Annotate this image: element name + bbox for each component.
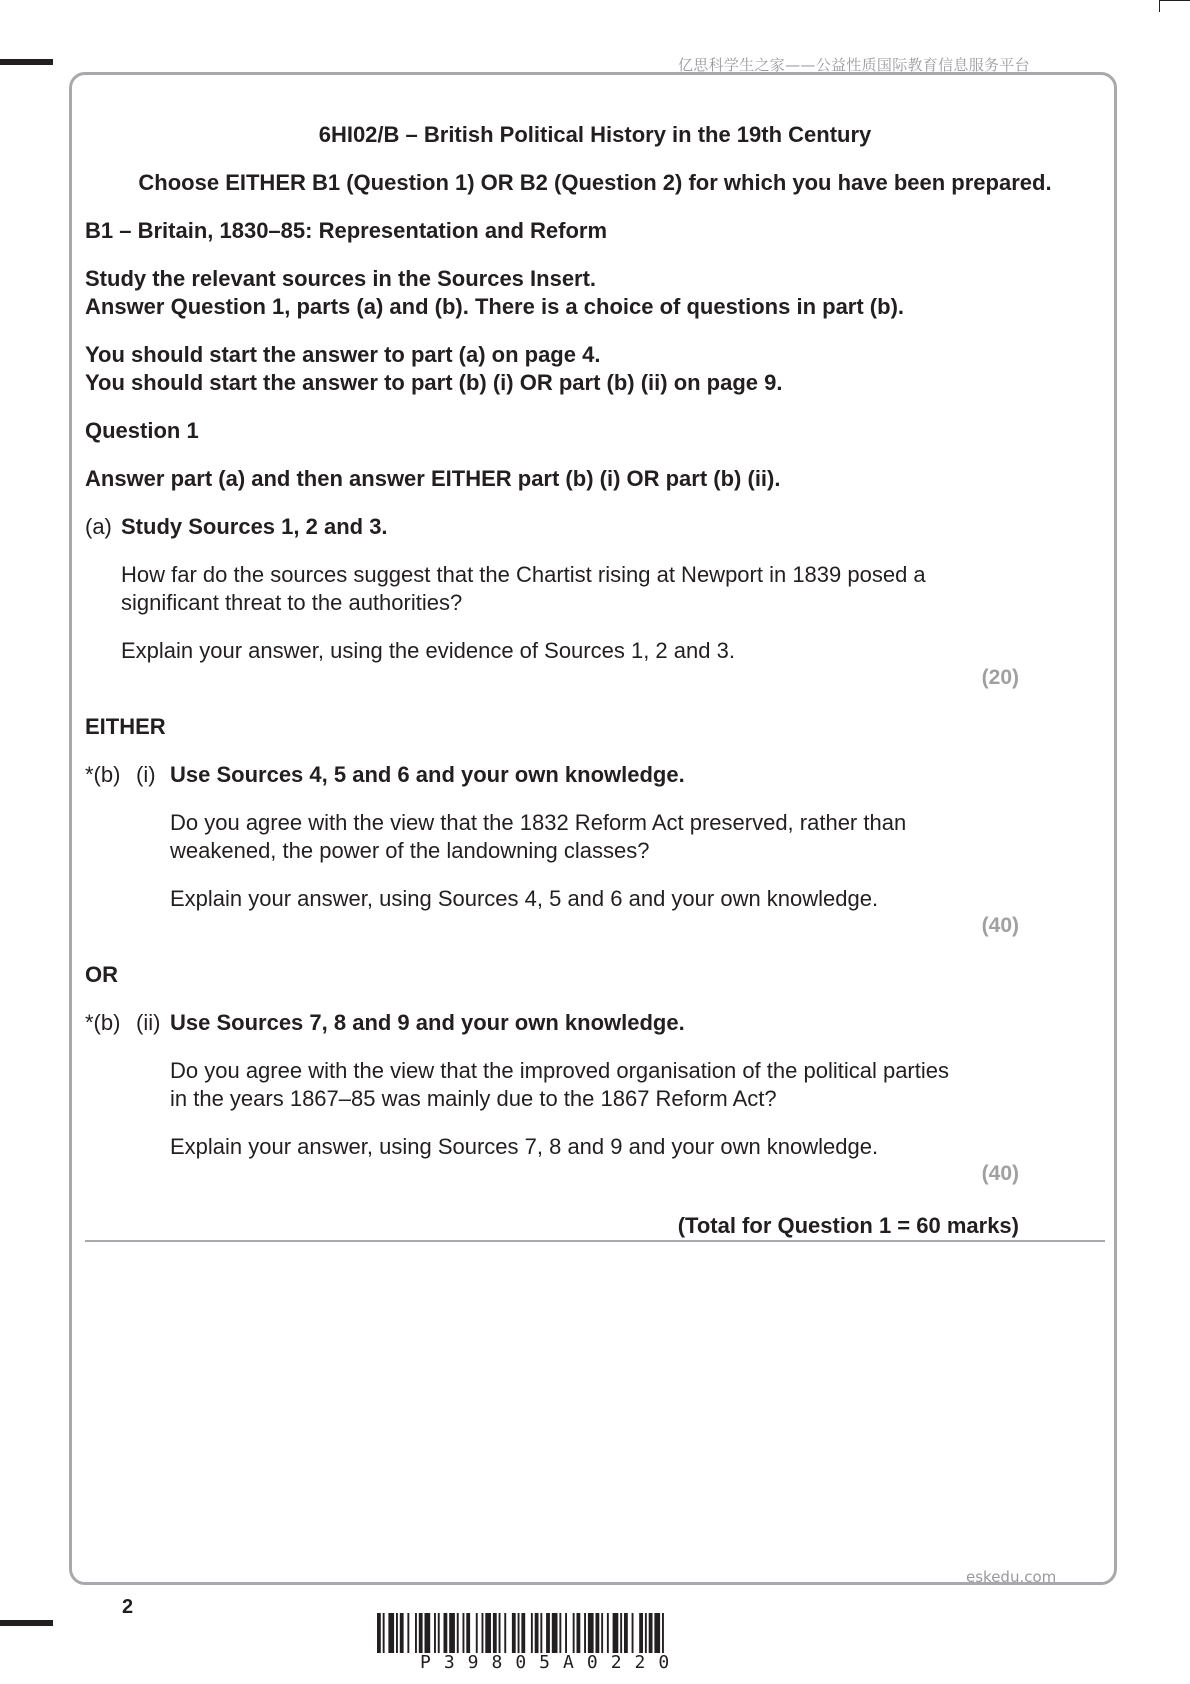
barcode-bar [565, 1613, 567, 1653]
barcode-bar [607, 1613, 609, 1653]
barcode-bar [596, 1613, 600, 1653]
barcode-bar [531, 1613, 533, 1653]
barcode-bar [396, 1613, 398, 1653]
barcode-bar [504, 1613, 506, 1653]
barcode-bar [559, 1613, 561, 1653]
barcode-bar [662, 1613, 664, 1653]
crop-mark-top-right-vertical [1159, 0, 1160, 12]
part-b1-text-1: Do you agree with the view that the 1832 Reform Act preserved, rather than [170, 810, 907, 835]
barcode-bar [573, 1613, 575, 1653]
barcode-bar [546, 1613, 550, 1653]
part-a-heading: Study Sources 1, 2 and 3. [121, 514, 388, 539]
part-b1-sublabel: (i) [136, 762, 156, 787]
barcode-bar [466, 1613, 470, 1653]
start-instruction-1: You should start the answer to part (a) on page 4. [85, 342, 601, 367]
barcode-bar [482, 1613, 484, 1653]
barcode-bar [407, 1613, 409, 1653]
barcode-bar [493, 1613, 497, 1653]
barcode-bar [377, 1613, 381, 1653]
barcode-bar [499, 1613, 501, 1653]
barcode-bar [383, 1613, 385, 1653]
part-a-label: (a) [85, 514, 112, 539]
barcode-bar [588, 1613, 594, 1653]
barcode-bar [649, 1613, 653, 1653]
barcode-bar [584, 1613, 586, 1653]
barcode-bar [613, 1613, 619, 1653]
barcode-bar [485, 1613, 491, 1653]
crop-mark-bottom-left [0, 1620, 53, 1626]
or-label: OR [85, 962, 118, 987]
barcode-bar [577, 1613, 581, 1653]
part-a-explain: Explain your answer, using the evidence of Sources 1, 2 and 3. [121, 638, 735, 663]
part-b1-marks: (40) [981, 914, 1019, 937]
barcode-bar [388, 1613, 394, 1653]
crop-mark-top-left [0, 59, 53, 65]
barcode-bar [535, 1613, 539, 1653]
barcode-bar [457, 1613, 459, 1653]
barcode-number: P39805A0220 [420, 1652, 683, 1673]
part-b1-heading: Use Sources 4, 5 and 6 and your own knowledge. [170, 762, 685, 787]
barcode-bar [434, 1613, 436, 1653]
barcode-bar [601, 1613, 603, 1653]
question-instruction: Answer part (a) and then answer EITHER part (b) (i) OR part (b) (ii). [85, 466, 781, 491]
part-b2-text-2: in the years 1867–85 was mainly due to the 1867 Reform Act? [170, 1086, 777, 1111]
barcode-bar [463, 1613, 465, 1653]
footer-watermark: eskedu.com [966, 1568, 1057, 1586]
crop-mark-top-right-horizontal [1160, 0, 1190, 1]
barcode-bar [425, 1613, 431, 1653]
barcode-bar [540, 1613, 542, 1653]
barcode-bar [419, 1613, 423, 1653]
barcode-bar [521, 1613, 525, 1653]
part-b2-label: *(b) [85, 1010, 121, 1035]
barcode-bar [444, 1613, 448, 1653]
either-label: EITHER [85, 714, 166, 739]
barcode-bar [645, 1613, 647, 1653]
barcode-bar [400, 1613, 404, 1653]
part-a-text-1: How far do the sources suggest that the Chartist rising at Newport in 1839 posed a [121, 562, 926, 587]
barcode-bar [552, 1613, 558, 1653]
barcode-bar [632, 1613, 634, 1653]
part-a-marks: (20) [981, 666, 1019, 689]
study-instruction-2: Answer Question 1, parts (a) and (b). There is a choice of questions in part (b). [85, 294, 905, 319]
barcode-bar [449, 1613, 455, 1653]
part-b1-text-2: weakened, the power of the landowning classes? [170, 838, 650, 863]
barcode [377, 1613, 809, 1653]
paper-title: 6HI02/B – British Political History in the 19th Century [318, 122, 872, 147]
barcode-bar [639, 1613, 643, 1653]
part-a-text-2: significant threat to the authorities? [121, 590, 463, 615]
barcode-bar [476, 1613, 478, 1653]
part-b2-sublabel: (ii) [136, 1010, 161, 1035]
barcode-bar [624, 1613, 628, 1653]
total-rule [85, 1240, 1105, 1242]
part-b2-heading: Use Sources 7, 8 and 9 and your own knowledge. [170, 1010, 685, 1035]
choice-instruction: Choose EITHER B1 (Question 1) OR B2 (Question 2) for which you have been prepared. [138, 170, 1052, 195]
question-label: Question 1 [85, 418, 199, 443]
question-total: (Total for Question 1 = 60 marks) [677, 1213, 1019, 1238]
barcode-bar [438, 1613, 440, 1653]
part-b2-explain: Explain your answer, using Sources 7, 8 and 9 and your own knowledge. [170, 1134, 879, 1159]
start-instruction-2: You should start the answer to part (b) (i) OR part (b) (ii) on page 9. [85, 370, 783, 395]
barcode-bar [512, 1613, 516, 1653]
part-b2-text-1: Do you agree with the view that the improved organisation of the political parties [170, 1058, 949, 1083]
barcode-bar [620, 1613, 622, 1653]
part-b1-label: *(b) [85, 762, 121, 787]
watermark-top: 亿思科学生之家——公益性质国际教育信息服务平台 [678, 56, 1030, 74]
part-b2-marks: (40) [981, 1162, 1019, 1185]
barcode-bar [518, 1613, 520, 1653]
barcode-bar [415, 1613, 417, 1653]
section-heading: B1 – Britain, 1830–85: Representation and Reform [85, 218, 608, 243]
page-number: 2 [122, 1596, 134, 1618]
part-b1-explain: Explain your answer, using Sources 4, 5 and 6 and your own knowledge. [170, 886, 879, 911]
barcode-bar [654, 1613, 660, 1653]
study-instruction-1: Study the relevant sources in the Sources Insert. [85, 266, 597, 291]
